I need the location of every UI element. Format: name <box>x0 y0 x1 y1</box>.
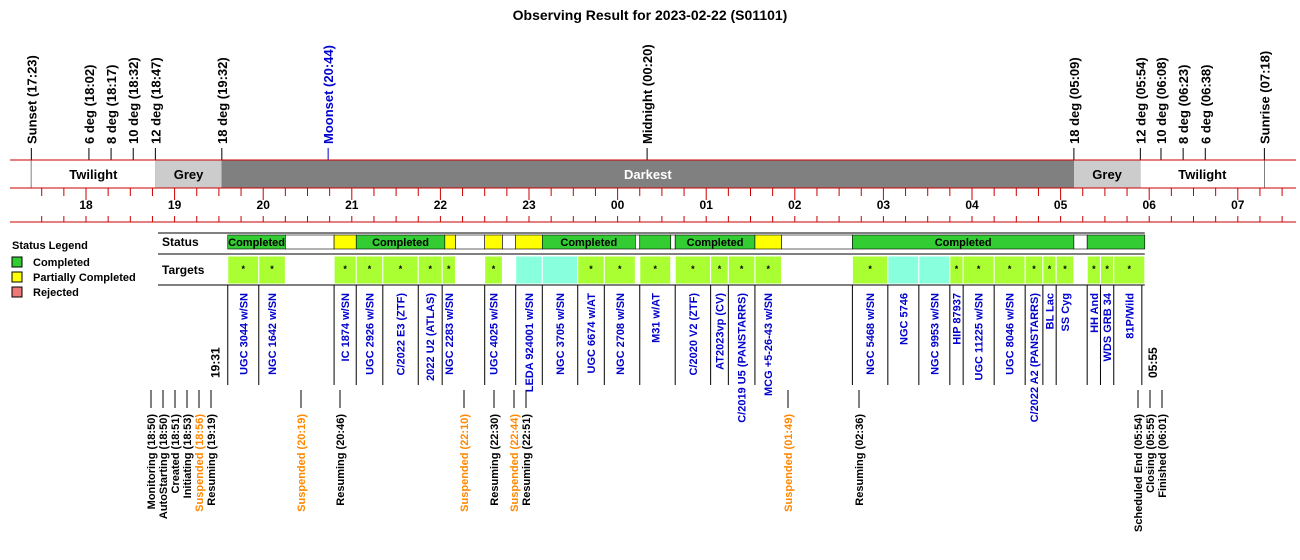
target-label: NGC 5746 <box>898 293 911 345</box>
target-label: NGC 3705 w/SN <box>555 293 568 375</box>
target-star: * <box>367 264 372 274</box>
status-segment-partial <box>485 235 503 249</box>
hour-tick-label: 02 <box>788 198 802 212</box>
log-event-label: Finished (06:01) <box>1157 414 1169 498</box>
target-star: * <box>343 264 347 274</box>
target-label: NGC 5468 w/SN <box>865 293 878 375</box>
log-event-label: Suspended (22:10) <box>459 414 471 512</box>
sky-event-label: 18 deg (05:09) <box>1066 57 1082 144</box>
target-star: * <box>717 264 722 274</box>
band-label-darkest: Darkest <box>624 167 672 182</box>
target-star: * <box>1063 264 1067 274</box>
observation-start-time: 19:31 <box>208 347 223 378</box>
hour-tick-label: 01 <box>699 198 713 212</box>
target-label: M31 w/AT <box>650 293 663 343</box>
sky-event-label: 6 deg (18:02) <box>81 64 97 144</box>
status-segment-none <box>1074 235 1087 249</box>
sky-event-label: 8 deg (18:17) <box>104 64 120 144</box>
target-label: BL Lac <box>1044 293 1057 330</box>
band-label-grey: Grey <box>173 167 204 182</box>
target-label: C/2022 E3 (ZTF) <box>395 293 408 376</box>
target-label: UGC 4025 w/SN <box>488 293 501 375</box>
target-star: * <box>589 264 593 274</box>
target-label: LEDA 924001 w/SN <box>524 293 536 393</box>
legend-label-rejected: Rejected <box>33 287 79 299</box>
log-event-label: Closing (05:55) <box>1145 414 1157 493</box>
sky-event-label: 10 deg (18:32) <box>126 57 142 144</box>
target-label: NGC 9953 w/SN <box>929 293 942 375</box>
target-label: C/2022 A2 (PANSTARRS) <box>1029 293 1042 423</box>
target-label: UGC 6674 w/AT <box>586 293 599 374</box>
target-block <box>888 256 919 284</box>
hour-tick-label: 00 <box>610 198 625 212</box>
log-event-label: Suspended (18:56) <box>194 414 206 512</box>
target-label: WDS GRB 34 <box>1102 293 1115 362</box>
hour-tick-label: 19 <box>167 198 182 212</box>
target-block <box>919 256 950 284</box>
observation-end-time: 05:55 <box>1145 347 1160 378</box>
status-segment-partial <box>445 235 456 249</box>
chart-title: Observing Result for 2023-02-22 (S01101) <box>512 7 788 23</box>
target-star: * <box>868 264 872 274</box>
status-segment-label: Completed <box>686 237 744 249</box>
target-star: * <box>739 264 744 274</box>
target-label: IC 1874 w/SN <box>340 293 353 362</box>
hour-tick-label: 05 <box>1053 198 1068 212</box>
target-star: * <box>1127 264 1132 274</box>
band-label-grey: Grey <box>1092 167 1122 182</box>
legend-label-completed: Completed <box>33 257 90 269</box>
sky-event-label: 10 deg (06:08) <box>1153 57 1169 144</box>
legend-title: Status Legend <box>12 240 88 252</box>
target-star: * <box>1092 264 1096 274</box>
status-segment-none <box>671 235 675 249</box>
hour-axis-layer <box>10 188 1296 222</box>
hour-tick-label: 06 <box>1142 198 1156 212</box>
log-event-label: Suspended (22:44) <box>509 414 521 512</box>
log-event-label: Monitoring (18:50) <box>146 414 158 510</box>
log-event-label: Resuming (02:36) <box>854 414 866 506</box>
hour-tick-label: 04 <box>965 198 979 212</box>
log-event-label: Scheduled End (05:54) <box>1133 414 1145 532</box>
status-segment-none <box>782 235 853 249</box>
target-star: * <box>618 264 622 274</box>
hour-tick-label: 21 <box>345 198 359 212</box>
status-segment-partial <box>516 235 543 249</box>
target-label: HIP 87937 <box>951 293 964 345</box>
status-segment-none <box>502 235 515 249</box>
target-label: UGC 8046 w/SN <box>1004 293 1017 375</box>
target-star: * <box>1032 264 1036 274</box>
status-segment-completed <box>1087 235 1145 249</box>
target-label: UGC 3044 w/SN <box>238 293 251 375</box>
hour-tick-label: 22 <box>433 198 448 212</box>
target-label: UGC 2926 w/SN <box>364 293 377 375</box>
hour-tick-label: 07 <box>1231 198 1245 212</box>
target-block <box>516 256 543 284</box>
status-segment-partial <box>334 235 356 249</box>
status-segment-none <box>455 235 484 249</box>
target-star: * <box>766 264 770 274</box>
status-segment-label: Completed <box>228 237 285 249</box>
target-star: * <box>270 264 274 274</box>
sky-event-label: 6 deg (06:38) <box>1198 64 1214 144</box>
sky-event-label: Moonset (20:44) <box>321 45 337 144</box>
sky-event-label: 12 deg (18:47) <box>148 57 164 144</box>
target-star: * <box>241 264 246 274</box>
targets-row-label: Targets <box>162 263 205 277</box>
target-star: * <box>954 264 959 274</box>
band-label-twilight: Twilight <box>69 167 118 182</box>
log-event-label: Resuming (19:19) <box>206 414 218 506</box>
sky-event-label: Sunset (17:23) <box>24 55 40 144</box>
sky-event-label: 8 deg (06:23) <box>1176 64 1192 144</box>
log-event-label: Resuming (20:46) <box>335 414 347 506</box>
log-event-label: Resuming (22:30) <box>489 414 501 506</box>
log-event-label: Suspended (01:49) <box>783 414 795 512</box>
hour-tick-label: 03 <box>876 198 891 212</box>
target-label: MCG +5-26-43 w/SN <box>763 293 776 397</box>
band-label-twilight: Twilight <box>1178 167 1227 182</box>
target-block <box>542 256 577 284</box>
target-star: * <box>1007 264 1012 274</box>
target-label: NGC 1642 w/SN <box>267 293 280 375</box>
status-row-label: Status <box>162 235 199 249</box>
target-star: * <box>1105 264 1109 274</box>
status-segment-completed <box>640 235 671 249</box>
sky-event-label: Sunrise (07:18) <box>1257 50 1273 144</box>
target-label: NGC 2708 w/SN <box>614 293 627 375</box>
target-label: 81P/Wild <box>1124 293 1137 339</box>
hour-tick-label: 23 <box>522 198 536 212</box>
log-event-label: AutoStarting (18:50) <box>158 414 170 520</box>
legend-swatch-completed <box>12 257 22 267</box>
targets-row-layer <box>158 254 1160 423</box>
target-star: * <box>428 264 432 274</box>
sky-event-label: Midnight (00:20) <box>640 44 656 144</box>
target-label: NGC 2283 w/SN <box>443 293 456 375</box>
log-event-label: Resuming (22:51) <box>521 414 533 506</box>
status-segment-label: Completed <box>372 237 429 249</box>
target-star: * <box>1047 264 1052 274</box>
target-label: UGC 11225 w/SN <box>973 293 986 381</box>
sky-event-label: 18 deg (19:32) <box>214 57 230 144</box>
legend-swatch-partial <box>12 272 22 282</box>
target-star: * <box>976 264 981 274</box>
target-label: HH And <box>1088 293 1101 333</box>
target-label: SS Cyg <box>1060 293 1073 332</box>
target-label: AT2023vp (CV) <box>714 293 727 370</box>
status-segment-label: Completed <box>560 237 618 249</box>
legend-label-partial: Partially Completed <box>33 272 136 284</box>
target-star: * <box>491 264 496 274</box>
target-star: * <box>447 264 451 274</box>
status-segment-none <box>285 235 334 249</box>
hour-tick-label: 18 <box>79 198 93 212</box>
status-segment-label: Completed <box>934 237 992 249</box>
target-label: C/2019 U5 (PANSTARRS) <box>736 293 749 423</box>
log-events-layer <box>146 390 1169 532</box>
status-segment-none <box>635 235 639 249</box>
target-label: 2022 U2 (ATLAS) <box>425 293 438 381</box>
target-star: * <box>691 264 695 274</box>
status-row-layer <box>158 233 1145 249</box>
target-star: * <box>653 264 658 274</box>
hour-tick-label: 20 <box>256 198 270 212</box>
log-event-label: Initiating (18:53) <box>182 414 194 499</box>
target-label: C/2020 V2 (ZTF) <box>687 293 700 376</box>
sky-event-label: 12 deg (05:54) <box>1133 57 1149 144</box>
log-event-label: Suspended (20:19) <box>296 414 308 512</box>
darkness-bands-layer <box>10 160 1296 188</box>
status-legend <box>12 240 136 299</box>
legend-swatch-rejected <box>12 287 22 297</box>
status-segment-partial <box>755 235 782 249</box>
target-star: * <box>398 264 403 274</box>
log-event-label: Created (18:51) <box>170 414 182 494</box>
